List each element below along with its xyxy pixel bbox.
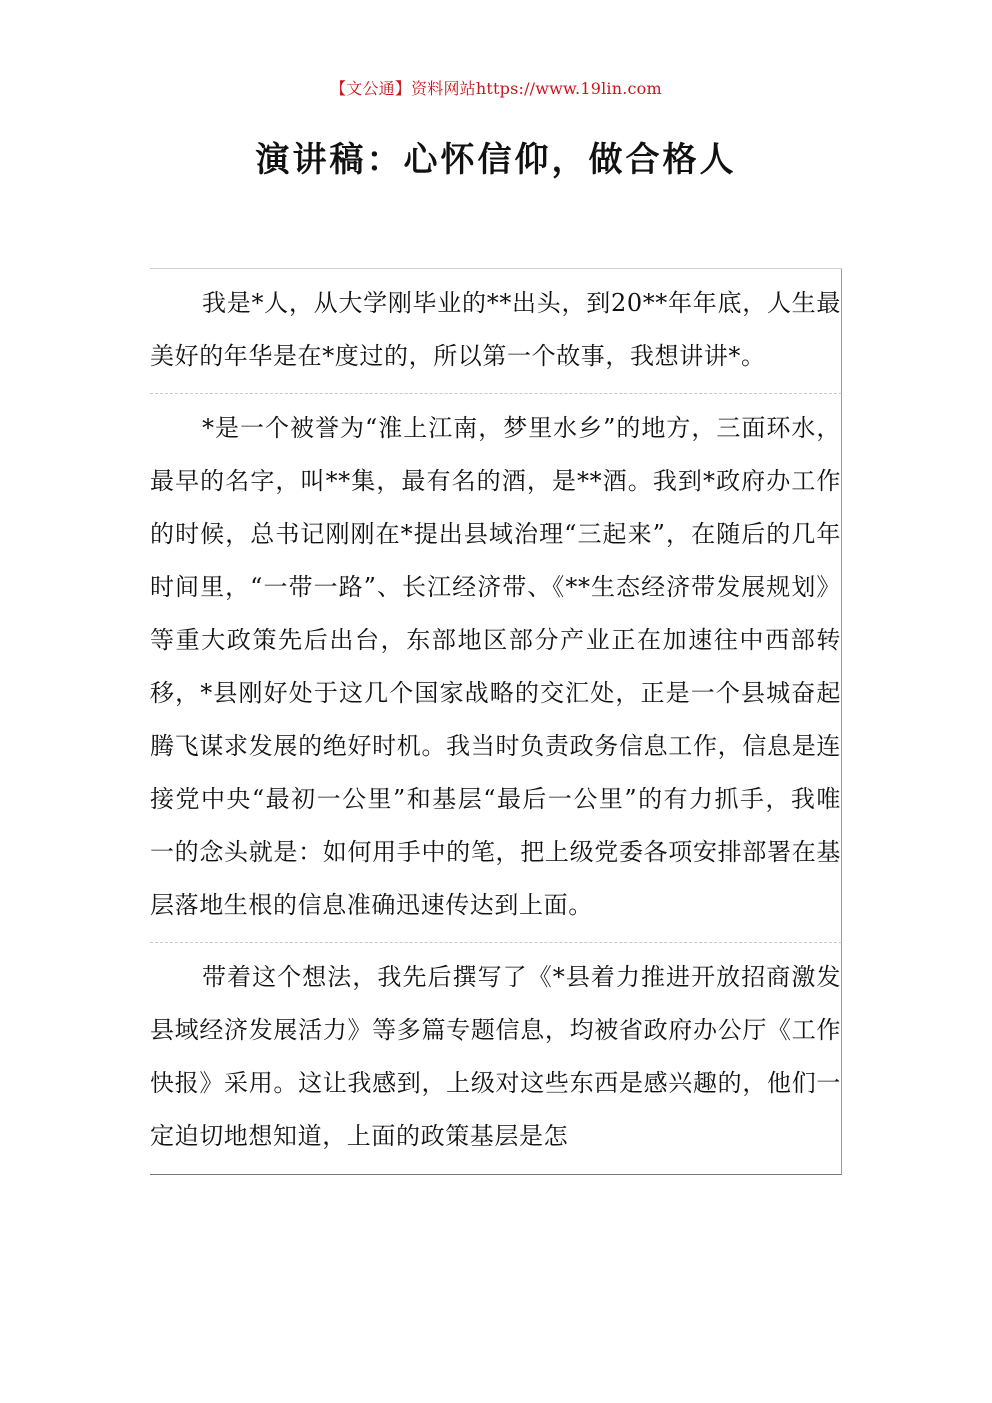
document-title: 演讲稿：心怀信仰，做合格人 [255, 140, 737, 180]
document-body [150, 268, 842, 1229]
paragraph: *是一个被誉为“淮上江南，梦里水乡”的地方，三面环水，最早的名字，叫**集，最有名的酒，是**酒。我到*政府办工作的时候，总书记刚刚在*提出县域治理“三起来”，在随后的几年时间里，“一带一路”、长江经济带、《**生态经济带发展规划》等重大政策先后出台，东部地区部分产业正在加速往中西部转移，*县刚好处于这几个国家战略的交汇处，正是一个县城奋起腾飞谋求发展的绝好时机。我当时负责政务信息工作，信息是连接党中央“最初一公里”和基层“最后一公里”的有力抓手，我唯一的念头就是：如何用手中的笔，把上级党委各项安排部署在基层落地生根的信息准确迅速传达到上面。 [150, 394, 842, 943]
paragraph: 带着这个想法，我先后撰写了《*县着力推进开放招商激发县域经济发展活力》等多篇专题信息，均被省政府办公厅《工作快报》采用。这让我感到，上级对这些东西是感兴趣的，他们一定迫切地想知道，上面的政策基层是怎 [150, 943, 842, 1175]
paragraph: 我是*人，从大学刚毕业的**出头，到20**年年底，人生最美好的年华是在*度过的，所以第一个故事，我想讲讲*。 [150, 269, 842, 394]
header-website-link[interactable]: 【文公通】资料网站https://www.19lin.com [330, 79, 662, 98]
